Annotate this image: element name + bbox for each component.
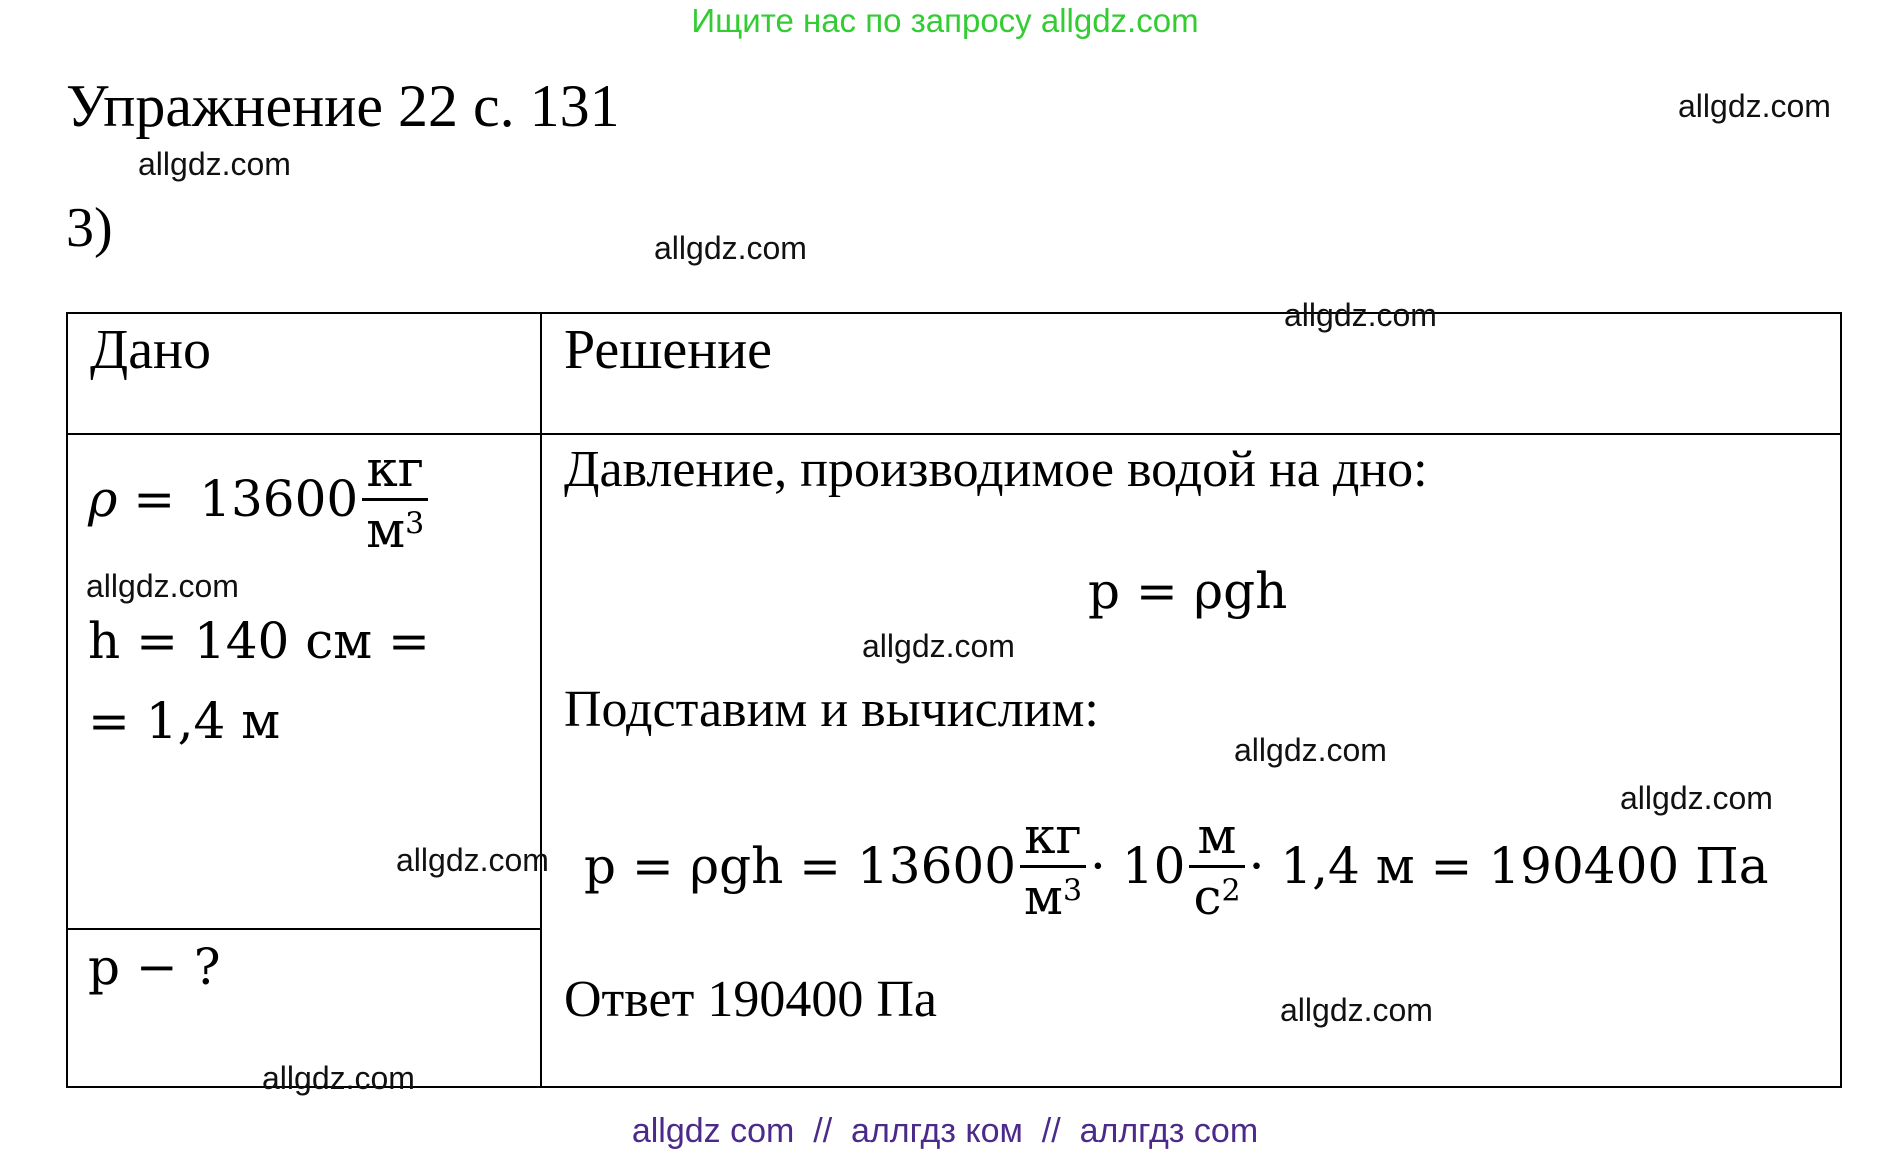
subpart-label: 3) [66,197,113,259]
calc-lhs: p = ρgh = 13600 [584,837,1017,895]
watermark: allgdz.com [396,842,549,878]
density-value: 13600 [199,470,359,528]
table-divider-vertical [540,312,542,1088]
watermark: allgdz.com [1234,732,1387,768]
watermark: allgdz.com [86,568,239,604]
watermark: allgdz.com [862,628,1015,664]
calc-mid: · 10 [1090,837,1186,895]
watermark: allgdz.com [1284,297,1437,333]
watermark: allgdz.com [1280,992,1433,1028]
density-unit [362,439,428,559]
density-unit-denominator: $м^3$ [366,500,425,559]
calculation [584,786,1769,946]
watermark: allgdz.com [654,230,807,266]
top-banner: Ищите нас по запросу allgdz.com [691,2,1199,39]
solution-intro: Давление, производимое водой на дно: [564,441,1428,498]
calc-unit-density: $\frac{кг}{м^3}$ [1020,811,1086,922]
calc-unit-accel: $\frac{м}{с^2}$ [1189,811,1244,922]
solution-table [66,312,1842,1088]
page-title: Упражнение 22 с. 131 [66,73,620,139]
footer-links: allgdz com // аллгдз ком // аллгдз com [631,1112,1259,1150]
given-density [88,434,432,564]
table-border-left [66,312,68,1088]
given-height-line2: = 1,4 м [88,692,281,750]
watermark: allgdz.com [1620,780,1773,816]
find-pressure: p − ? [88,938,221,996]
answer: Ответ 190400 Па [564,971,937,1028]
substitute-text: Подставим и вычислим: [564,681,1099,738]
watermark: allgdz.com [138,146,291,182]
watermark: allgdz.com [262,1060,415,1096]
table-border-top [66,312,1842,314]
given-header: Дано [90,319,212,381]
pressure-formula: p = ρgh [1088,562,1288,620]
table-border-right [1840,312,1842,1088]
table-given-find-divider [66,928,542,930]
density-label: ρ = [88,470,176,528]
calc-rhs: · 1,4 м = 190400 Па [1248,837,1769,895]
watermark: allgdz.com [1678,88,1831,124]
density-unit-numerator: кг [362,444,428,501]
given-height-line1: h = 140 см = [88,612,430,670]
solution-header: Решение [564,319,773,381]
